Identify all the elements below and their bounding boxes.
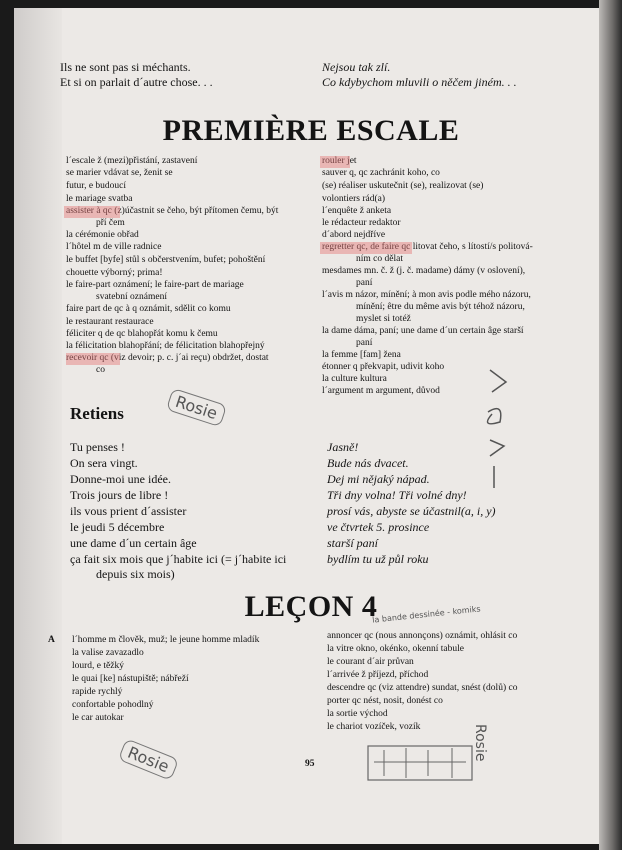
section-letter: A	[48, 635, 55, 645]
vocab-entry: le buffet [byfe] stůl s občerstvením, bufet; pohoštění	[66, 255, 266, 265]
handwritten-doodle	[366, 742, 476, 784]
vocab-entry: le quai [ke] nástupiště; nábřeží	[72, 674, 189, 684]
vocab-entry: se marier vdávat se, ženit se	[66, 168, 173, 178]
vocab-entry-continued: paní	[356, 278, 373, 288]
vocab-entry: le chariot vozíček, vozík	[327, 722, 421, 732]
vocab-entry: le rédacteur redaktor	[322, 218, 401, 228]
vocab-entry: assister à qc (z)účastnit se čeho, být přítomen čemu, být	[66, 206, 279, 216]
vocab-entry: (se) réaliser uskutečnit (se), realizovat (se)	[322, 181, 484, 191]
vocab-entry: l´homme m člověk, muž; le jeune homme mladík	[72, 635, 260, 645]
handwritten-note: la bande dessinée - komiks	[371, 604, 481, 625]
vocab-entry: la félicitation blahopřání; de félicitation blahopřejný	[66, 341, 265, 351]
vocab-entry: d´abord nejdříve	[322, 230, 386, 240]
vocab-entry: le mariage svatba	[66, 194, 133, 204]
highlighter-mark	[320, 156, 350, 168]
vocab-entry: le car autokar	[72, 713, 124, 723]
section-heading-premiere-escale: PREMIÈRE ESCALE	[162, 114, 460, 147]
vocab-entry: la vitre okno, okénko, okenní tabule	[327, 644, 464, 654]
vocab-entry: la dame dáma, paní; une dame d´un certain âge starší	[322, 326, 524, 336]
vocab-entry: la culture kultura	[322, 374, 387, 384]
intro-fr-line: Et si on parlait d´autre chose. . .	[60, 75, 213, 89]
vocab-entry: féliciter q de qc blahopřát komu k čemu	[66, 329, 218, 339]
handwritten-rosie: Rosie	[166, 388, 227, 427]
vocab-entry-continued: paní	[356, 338, 373, 348]
intro-cz-line: Co kdybychom mluvili o něčem jiném. . .	[322, 75, 517, 89]
retiens-fr-line: On sera vingt.	[70, 456, 138, 470]
vocab-entry: faire part de qc à q oznámit, sdělit co komu	[66, 304, 231, 314]
retiens-cz-line: ve čtvrtek 5. prosince	[327, 520, 430, 534]
highlighter-mark	[64, 206, 120, 218]
section-heading-lecon-4: LEÇON 4	[244, 590, 378, 623]
vocab-entry: l´enquête ž anketa	[322, 206, 392, 216]
vocab-entry: rapide rychlý	[72, 687, 123, 697]
vocab-entry: l´hôtel m de ville radnice	[66, 242, 162, 252]
retiens-cz-line: bydlím tu už půl roku	[327, 552, 429, 566]
vocab-entry: regretter qc, de faire qc litovat čeho, s lítostí/s politová-	[322, 242, 533, 252]
retiens-fr-line: Tu penses !	[70, 440, 125, 454]
vocab-entry: volontiers rád(a)	[322, 194, 386, 204]
vocab-entry: chouette výborný; prima!	[66, 268, 163, 278]
handwritten-rosie: Rosie	[472, 724, 488, 762]
vocab-entry-continued: co	[96, 365, 105, 375]
vocab-entry-continued: pří čem	[96, 218, 125, 228]
handwritten-doodle	[470, 362, 530, 492]
vocab-entry: confortable pohodlný	[72, 700, 154, 710]
retiens-cz-line: Bude nás dvacet.	[327, 456, 409, 470]
vocab-entry: le courant d´air průvan	[327, 657, 414, 667]
vocab-entry: l´avis m názor, mínění; à mon avis podle mého názoru,	[322, 290, 531, 300]
intro-fr-line: Ils ne sont pas si méchants.	[60, 60, 191, 74]
retiens-heading: Retiens	[70, 404, 124, 423]
intro-cz-line: Nejsou tak zlí.	[322, 60, 391, 74]
retiens-fr-line: Trois jours de libre !	[70, 488, 169, 502]
vocab-entry-continued: ním co dělat	[356, 254, 403, 264]
retiens-fr-line: Donne-moi une idée.	[70, 472, 171, 486]
retiens-cz-line: prosí vás, abyste se účastnil(a, i, y)	[327, 504, 496, 518]
vocab-entry: l´arrivée ž příjezd, příchod	[327, 670, 429, 680]
retiens-fr-line: depuis six mois)	[96, 567, 175, 581]
vocab-entry-continued: myslet si totéž	[356, 314, 411, 324]
vocab-entry: le faire-part oznámení; le faire-part de mariage	[66, 280, 244, 290]
vocab-entry: la sortie východ	[327, 709, 388, 719]
vocab-entry: l´argument m argument, důvod	[322, 386, 440, 396]
vocab-entry: mesdames mn. č. ž (j. č. madame) dámy (v oslovení),	[322, 266, 526, 276]
retiens-fr-line: une dame d´un certain âge	[70, 536, 197, 550]
highlighter-mark	[320, 242, 412, 254]
retiens-fr-line: ça fait six mois que j´habite ici (= j´habite ici	[70, 552, 287, 566]
retiens-cz-line: Jasně!	[327, 440, 359, 454]
retiens-cz-line: Tři dny volna! Tři volné dny!	[327, 488, 467, 502]
vocab-entry: la femme [fam] žena	[322, 350, 401, 360]
handwritten-rosie: Rosie	[118, 738, 179, 781]
vocab-entry: la valise zavazadlo	[72, 648, 144, 658]
retiens-fr-line: le jeudi 5 décembre	[70, 520, 165, 534]
vocab-entry: sauver q, qc zachránit koho, co	[322, 168, 440, 178]
vocab-entry-continued: svatební oznámení	[96, 292, 167, 302]
vocab-entry: porter qc nést, nosit, donést co	[327, 696, 443, 706]
vocab-entry: futur, e budoucí	[66, 181, 127, 191]
vocab-entry-continued: mínění; être du même avis být téhož názoru,	[356, 302, 525, 312]
vocab-entry: recevoir qc (viz devoir; p. c. j´ai reçu) obdržet, dostat	[66, 353, 269, 363]
vocab-entry: l´escale ž (mezi)přistání, zastavení	[66, 156, 198, 166]
retiens-cz-line: starší paní	[327, 536, 379, 550]
highlighter-mark	[66, 353, 120, 365]
vocab-entry: rouler jet	[322, 156, 357, 166]
retiens-fr-line: ils vous prient d´assister	[70, 504, 187, 518]
retiens-cz-line: Dej mi nějaký nápad.	[327, 472, 430, 486]
vocab-entry: étonner q překvapit, udivit koho	[322, 362, 445, 372]
vocab-entry: lourd, e těžký	[72, 661, 124, 671]
vocab-entry: le restaurant restaurace	[66, 317, 154, 327]
vocab-entry: la cérémonie obřad	[66, 230, 139, 240]
page-number: 95	[305, 759, 315, 769]
vocab-entry: descendre qc (viz attendre) sundat, snést (dolů) co	[327, 683, 518, 693]
vocab-entry: annoncer qc (nous annonçons) oznámit, ohlásit co	[327, 631, 518, 641]
